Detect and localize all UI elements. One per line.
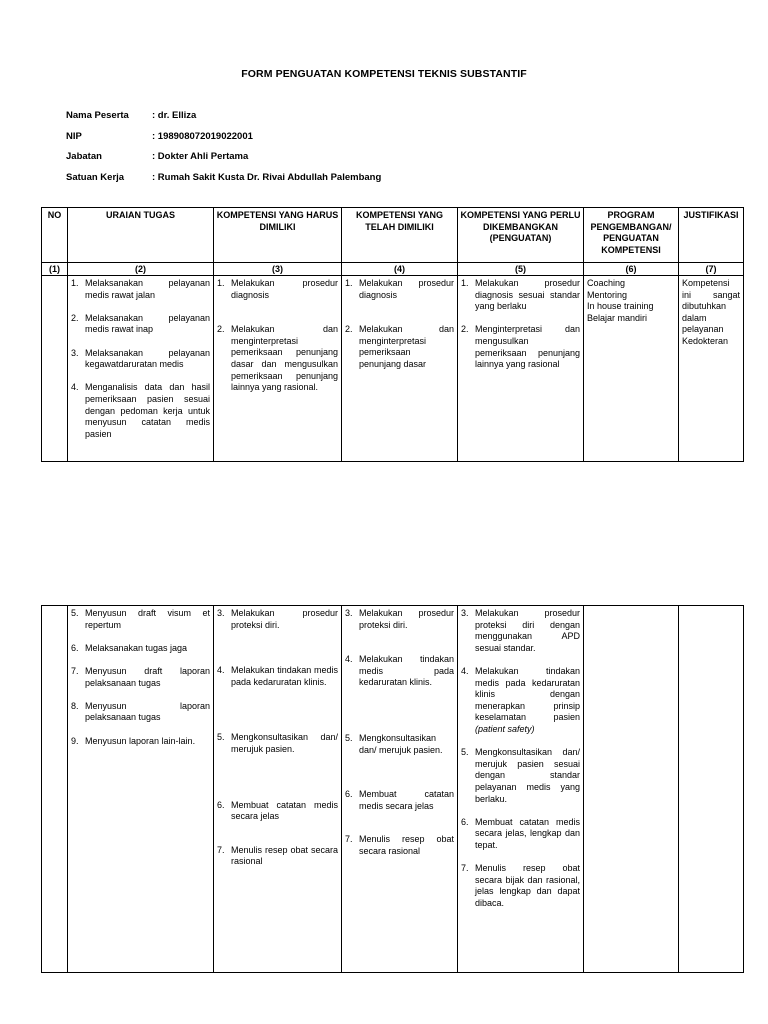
item-text: Menulis resep obat secara bijak dan rasional, jelas lengkap dan dapat dibaca. [475, 863, 580, 908]
item-text: Melaksanakan pelayanan medis rawat inap [85, 312, 210, 335]
list-item [345, 789, 454, 812]
item-text: Mengkonsultasikan dan/ merujuk pasien. [231, 732, 338, 754]
item-number: 2. [345, 324, 353, 335]
item-text: Melakukan prosedur diagnosis sesuai standar yang berlaku [475, 278, 580, 312]
item-number: 1. [345, 278, 353, 288]
item-number: 7. [345, 834, 353, 845]
program-cell [584, 606, 679, 973]
item-number: 6. [461, 816, 469, 827]
justifikasi-cell [679, 606, 744, 973]
item-text: Melaksanakan tugas jaga [85, 642, 188, 653]
item-number: 1. [71, 278, 79, 288]
program-item: Belajar mandiri [587, 312, 648, 323]
list-item [71, 736, 210, 748]
identity-label: Jabatan [66, 151, 102, 162]
identity-label: NIP [66, 130, 82, 142]
item-number: 4. [461, 665, 469, 676]
list-item [217, 732, 338, 755]
item-text: Mengkonsultasikan dan/ merujuk pasien. [359, 732, 443, 755]
item-text: Menulis resep obat secara rasional [231, 844, 338, 867]
item-number: 5. [461, 747, 469, 758]
item-text: Melaksanakan pelayanan kegawatdaruratan medis [85, 347, 210, 370]
list-item [461, 817, 580, 852]
item-number: 5. [71, 608, 79, 618]
kompetensi-telah-cell [342, 606, 458, 973]
identity-row-name [66, 110, 381, 131]
item-number: 4. [217, 665, 225, 676]
identity-label: Satuan Kerja [66, 171, 125, 183]
header-no: NO [42, 208, 68, 263]
program-item: In house training [587, 301, 654, 312]
identity-block [66, 110, 381, 192]
item-text: Melakukan prosedur diagnosis [231, 278, 338, 300]
list-item [461, 666, 580, 736]
header-row [42, 208, 744, 263]
list-item [345, 654, 454, 689]
header-justifikasi: JUSTIFIKASI [679, 208, 744, 263]
no-cell [42, 276, 68, 462]
item-text: Membuat catatan medis secara jelas [359, 789, 454, 811]
item-number: 3. [217, 608, 225, 618]
list-item [461, 278, 580, 313]
item-text: Menyusun draft laporan pelaksanaan tugas [85, 665, 210, 688]
item-number: 9. [71, 735, 79, 746]
item-text: Melakukan prosedur proteksi diri. [359, 608, 454, 630]
item-number: 2. [461, 324, 469, 335]
item-number: 3. [461, 608, 469, 618]
identity-value: : dr. Elliza [152, 110, 197, 121]
item-text: Melakukan prosedur proteksi diri dengan menggunakan APD sesuai standar. [475, 608, 580, 653]
item-number: 7. [71, 665, 79, 676]
competency-table [41, 207, 744, 462]
column-number: (3) [214, 263, 342, 276]
item-number: 1. [217, 278, 225, 288]
list-item [71, 608, 210, 631]
identity-label: Nama Peserta [66, 110, 129, 121]
item-text: Melakukan tindakan medis pada kedaruratan klinis. [359, 654, 454, 688]
column-number: (2) [68, 263, 214, 276]
program-item: Mentoring [587, 289, 628, 300]
kompetensi-harus-cell [214, 276, 342, 462]
list-item [71, 382, 210, 440]
justifikasi-cell: Kompetensi ini sangat dibutuhkan dalam pelayanan Kedokteran [679, 276, 744, 462]
column-number: (5) [458, 263, 584, 276]
column-number: (4) [342, 263, 458, 276]
item-text: Menyusun laporan lain-lain. [85, 735, 196, 746]
list-item [461, 747, 580, 805]
list-item [71, 701, 210, 724]
column-number: (7) [679, 263, 744, 276]
list-item [461, 324, 580, 370]
item-number: 4. [345, 654, 353, 665]
kompetensi-perlu-cell [458, 276, 584, 462]
identity-row-satuan-kerja [66, 172, 381, 193]
header-kompetensi-perlu: KOMPETENSI YANG PERLU DIKEMBANGKAN (PENGUATAN) [458, 208, 584, 263]
identity-row-nip [66, 131, 381, 152]
kompetensi-telah-cell [342, 276, 458, 462]
item-text: Melakukan dan menginterpretasi pemeriksaan penunjang dasar dan mengusulkan pemeriksaan penunjang lainnya yang rasional. [231, 324, 338, 393]
item-text: Melakukan prosedur proteksi diri. [231, 608, 338, 630]
page-title: FORM PENGUATAN KOMPETENSI TEKNIS SUBSTANTIF [241, 68, 527, 80]
list-item [217, 608, 338, 631]
list-item [217, 665, 338, 688]
item-number: 5. [345, 732, 353, 743]
header-kompetensi-telah: KOMPETENSI YANG TELAH DIMILIKI [342, 208, 458, 263]
program-cell [584, 276, 679, 462]
program-item: Coaching [587, 278, 626, 288]
item-number: 2. [217, 324, 225, 335]
list-item [71, 348, 210, 371]
item-number: 4. [71, 382, 79, 393]
item-number: 7. [461, 863, 469, 874]
header-program: PROGRAM PENGEMBANGAN/ PENGUATAN KOMPETENSI [584, 208, 679, 263]
item-number: 2. [71, 312, 79, 323]
kompetensi-perlu-cell [458, 606, 584, 973]
item-number: 5. [217, 732, 225, 743]
column-number: (6) [584, 263, 679, 276]
list-item [217, 845, 338, 868]
item-text: Membuat catatan medis secara jelas [231, 799, 338, 822]
list-item [345, 278, 454, 301]
item-text: Melaksanakan pelayanan medis rawat jalan [85, 278, 210, 300]
item-text: Menganalisis data dan hasil pemeriksaan pasien sesuai dengan pedoman kerja untuk menyusun catatan medis pasien [85, 382, 210, 439]
item-number: 3. [345, 608, 353, 618]
item-text: Mengkonsultasikan dan/ merujuk pasien sesuai dengan standar pelayanan medis yang berlaku. [475, 747, 580, 804]
item-number: 6. [217, 799, 225, 810]
item-text: Menyusun draft visum et repertum [85, 608, 210, 630]
list-item [461, 863, 580, 909]
uraian-tugas-cell [68, 606, 214, 973]
list-item [345, 733, 454, 756]
item-number: 8. [71, 700, 79, 711]
list-item [71, 643, 210, 655]
competency-table-continued [41, 605, 744, 973]
item-number: 1. [461, 278, 469, 288]
list-item [71, 313, 210, 336]
item-number: 3. [71, 347, 79, 358]
no-cell [42, 606, 68, 973]
item-number: 7. [217, 844, 225, 855]
item-text: Melakukan prosedur diagnosis [359, 278, 454, 300]
list-item [461, 608, 580, 654]
item-text: Menginterpretasi dan mengusulkan pemeriksaan penunjang lainnya yang rasional [475, 324, 580, 370]
item-text: Membuat catatan medis secara jelas, lengkap dan tepat. [475, 816, 580, 850]
item-text: Menulis resep obat secara rasional [359, 834, 454, 856]
kompetensi-harus-cell [214, 606, 342, 973]
list-item [217, 278, 338, 301]
list-item [217, 324, 338, 394]
column-number-row [42, 263, 744, 276]
list-item [345, 324, 454, 370]
table-row [42, 606, 744, 973]
list-item [345, 834, 454, 857]
item-text: Melakukan tindakan medis pada kedaruratan klinis. [231, 665, 338, 687]
item-number: 6. [71, 642, 79, 653]
item-text: Melakukan tindakan medis pada kedaruratan klinis dengan menerapkan prinsip keselamatan pasien [475, 665, 580, 723]
list-item [71, 278, 210, 301]
identity-value: : 198908072019022001 [152, 130, 253, 142]
list-item [71, 666, 210, 689]
item-text: Menyusun laporan pelaksanaan tugas [85, 700, 210, 723]
table-row [42, 276, 744, 462]
identity-row-jabatan [66, 151, 381, 172]
list-item [345, 608, 454, 631]
uraian-tugas-cell [68, 276, 214, 462]
column-number: (1) [42, 263, 68, 276]
item-text: Melakukan dan menginterpretasi pemeriksaan penunjang dasar [359, 324, 454, 369]
item-number: 6. [345, 789, 353, 800]
header-uraian-tugas: URAIAN TUGAS [68, 208, 214, 263]
item-text-italic: (patient safety) [475, 723, 535, 734]
identity-value: : Rumah Sakit Kusta Dr. Rivai Abdullah Palembang [152, 171, 382, 183]
identity-value: : Dokter Ahli Pertama [152, 151, 249, 162]
list-item [217, 800, 338, 823]
header-kompetensi-harus: KOMPETENSI YANG HARUS DIMILIKI [214, 208, 342, 263]
